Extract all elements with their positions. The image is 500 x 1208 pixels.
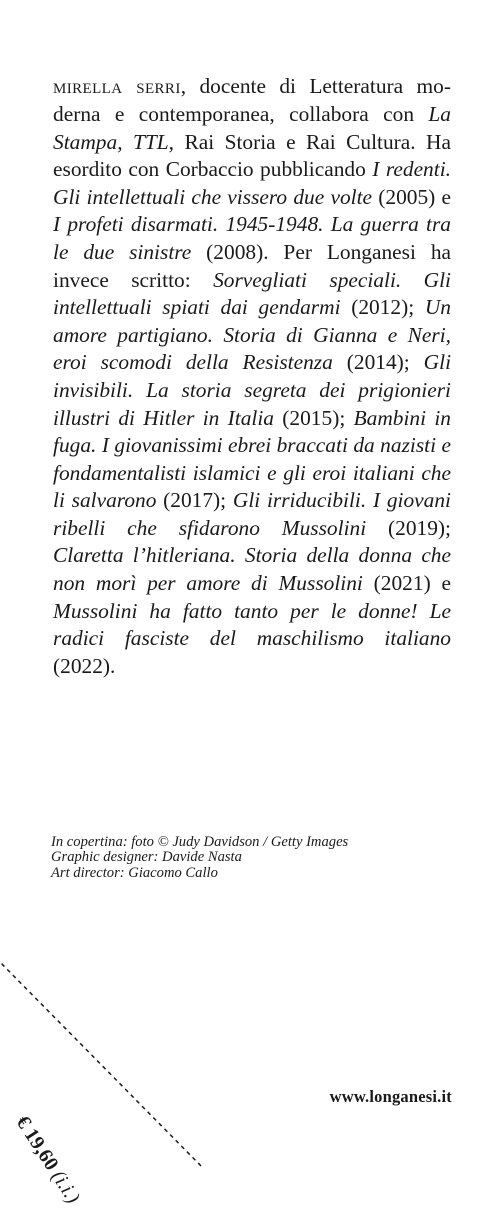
graphic-designer-credit: Graphic designer: Davide Nasta [51,849,242,866]
price-amount: € 19,60 [11,1112,63,1175]
bio-text: (2005) e [372,184,452,209]
book-title: Bambini in fuga. I giovanissimi ebrei braccati da nazisti e fondamentalisti islamici e gli eroi italiani che li salvarono [53,405,451,513]
cover-photo-credit: In copertina: foto © Judy Davidson / Getty Images [51,834,349,850]
publication-title: La Stampa [53,101,451,154]
bio-text: (2017); [156,488,233,513]
bio-text: , docente di Letteratura moderna e contemporanea, collabora con [53,74,451,126]
bio-text: (2022). [53,653,116,678]
book-title: Un amore partigiano. Storia di Gianna e Neri, eroi scomodi della Resistenza [53,295,451,375]
book-title: Sorvegliati speciali. Gli intellettuali spiati dai gendarmi [53,267,452,320]
art-director-credit: Art director: Giacomo Callo [51,864,218,881]
book-title: I redenti. Gli intellettuali che vissero due volte [53,157,451,209]
bio-text: , Rai Storia e Rai Cultura. Ha esordito con Corbaccio pubblicando [53,129,451,182]
book-title: I profeti disarmati. 1945-1948. La guerra tra le due sinistre [53,212,451,264]
book-title: Claretta l’hitleriana. Storia della donna che non morì per amore di Mussolini [53,543,451,596]
bio-text: (2008). Per Longanesi ha invece scritto: [53,239,452,292]
book-title: Mussolini ha fatto tanto per le donne! Le radici fasciste del maschilismo italiano [53,598,451,651]
publication-title: TTL [132,129,169,154]
bio-text: (2012); [340,295,425,320]
publisher-website: www.longanesi.it [329,1087,452,1106]
bio-text: (2019); [366,515,451,540]
bio-text: (2014); [332,350,424,375]
price-tax-note: (i.i.) [46,1166,85,1208]
bio-text: , [117,129,133,154]
book-title: Gli irriducibili. I giovani ribelli che sfidarono Mussolini [53,488,451,540]
author-name: mirella serri [53,74,181,99]
book-title: Gli invisibili. La storia segreta dei prigionieri illustri di Hitler in Italia [53,350,452,430]
bio-text: (2021) e [362,571,451,596]
bio-text: (2015); [273,405,354,430]
